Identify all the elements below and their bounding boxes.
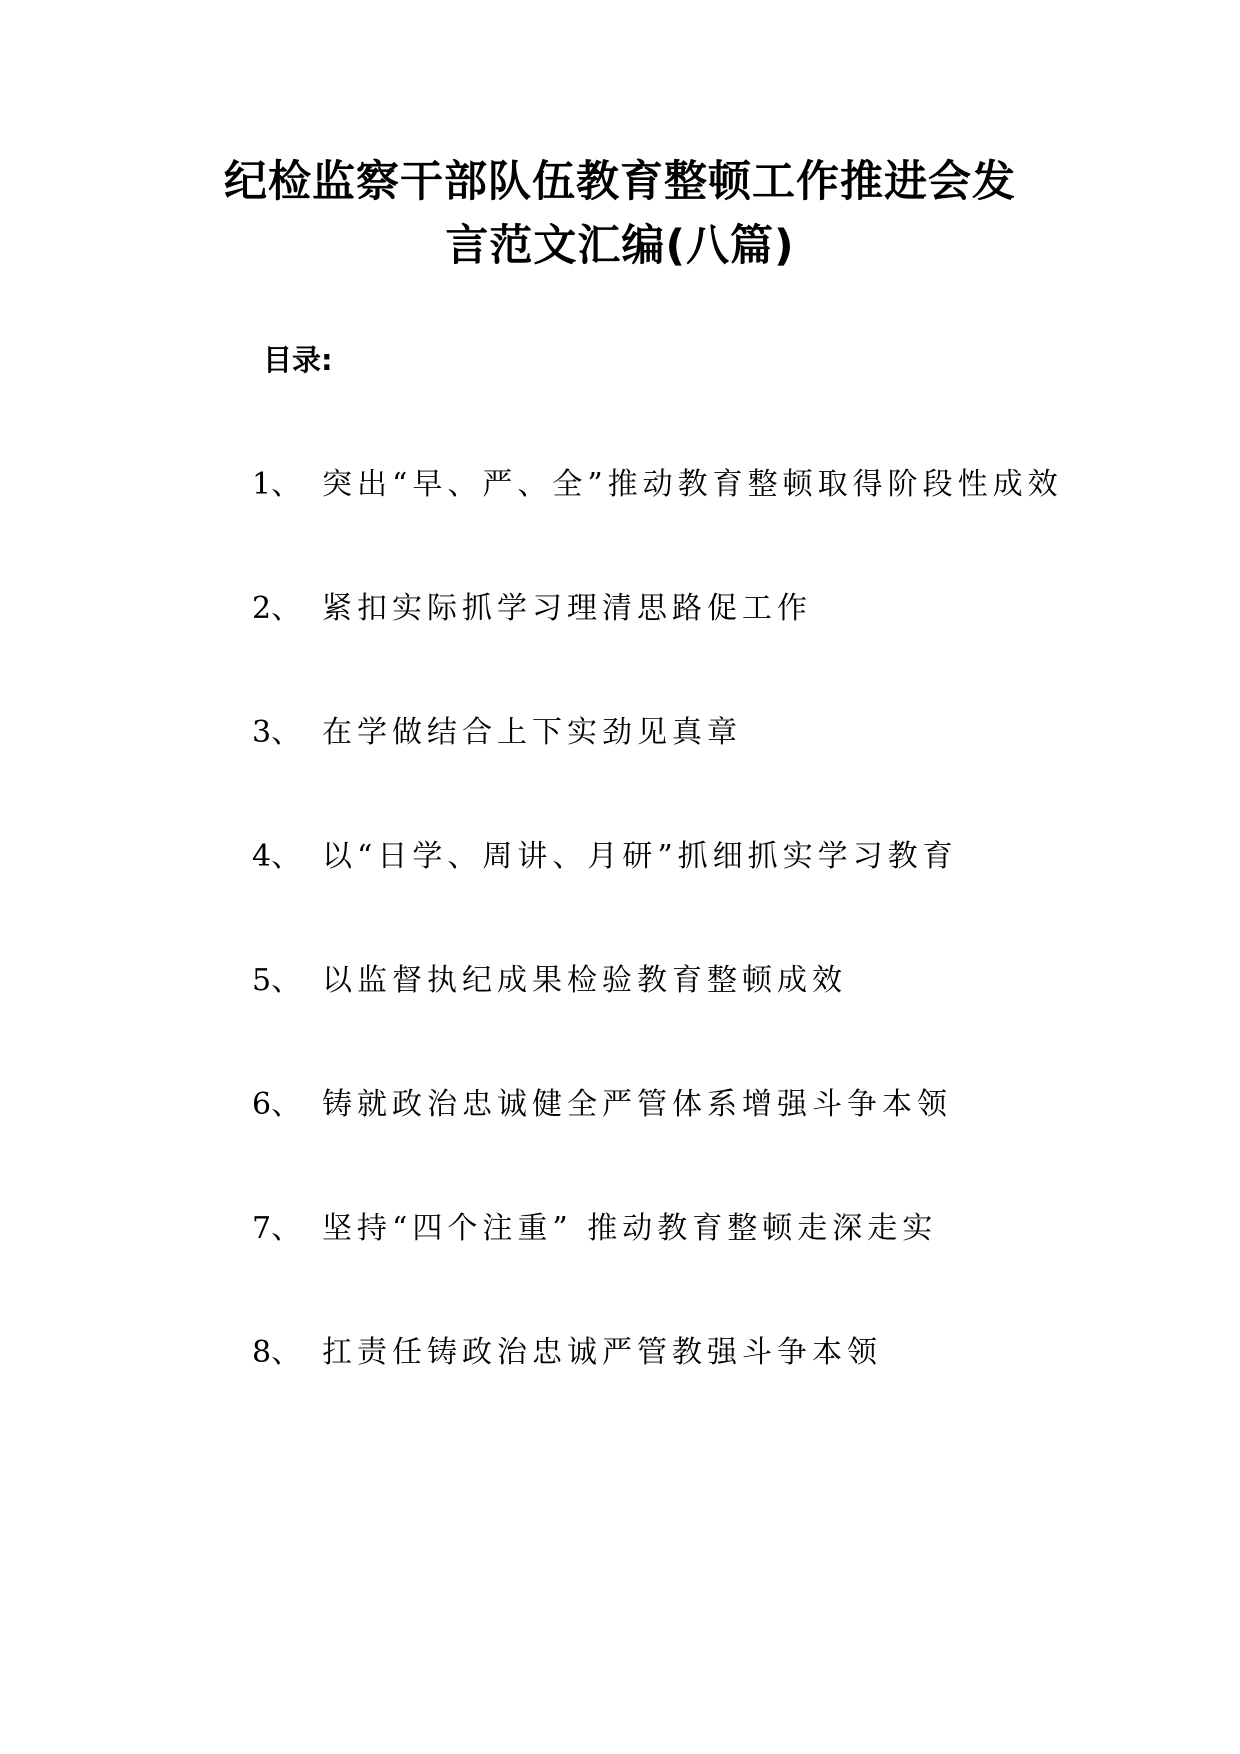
toc-item (252, 711, 1152, 835)
toc-item (252, 959, 1152, 1083)
toc-item (252, 463, 1152, 587)
toc-item-title: 坚持“四个注重” 推动教育整顿走深走实 (322, 1211, 938, 1246)
toc-item-title: 在学做结合上下实劲见真章 (322, 715, 742, 750)
title-line-2: 言范文汇编(八篇) (445, 221, 795, 271)
toc-item-number: 1、 (252, 467, 302, 502)
toc-item-title: 以“日学、周讲、月研”抓细抓实学习教育 (322, 839, 958, 874)
toc-item-number: 8、 (252, 1335, 302, 1370)
toc-item (252, 1331, 1152, 1455)
toc-item-number: 4、 (252, 839, 302, 874)
toc-item-number: 6、 (252, 1087, 302, 1122)
toc-item-number: 2、 (252, 591, 302, 626)
toc-item (252, 835, 1152, 959)
toc-item-title: 扛责任铸政治忠诚严管教强斗争本领 (322, 1335, 882, 1370)
toc-item-number: 5、 (252, 963, 302, 998)
toc-item (252, 1083, 1152, 1207)
toc-item (252, 1207, 1152, 1331)
toc-item-title: 突出“早、严、全”推动教育整顿取得阶段性成效 (322, 467, 1063, 502)
toc-item-title: 铸就政治忠诚健全严管体系增强斗争本领 (322, 1087, 952, 1122)
toc-item-number: 7、 (252, 1211, 302, 1246)
toc-item-title: 以监督执纪成果检验教育整顿成效 (322, 963, 847, 998)
document-title (150, 150, 1090, 278)
title-line-1: 纪检监察干部队伍教育整顿工作推进会发 (224, 157, 1016, 207)
toc-heading: 目录: (263, 343, 333, 377)
toc-item-title: 紧扣实际抓学习理清思路促工作 (322, 591, 812, 626)
toc-item (252, 587, 1152, 711)
table-of-contents (252, 463, 1152, 1455)
toc-item-number: 3、 (252, 715, 302, 750)
